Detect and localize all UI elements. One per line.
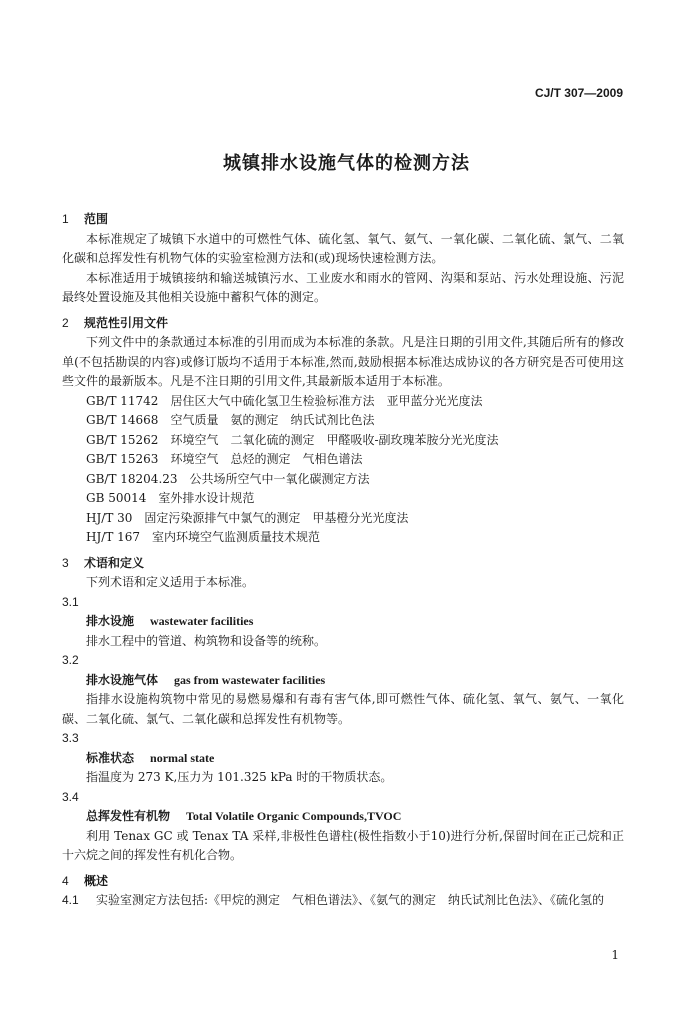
standard-code: CJ/T 307—2009 xyxy=(534,86,623,100)
term-definition: 指排水设施构筑物中常见的易燃易爆和有毒有害气体,即可燃性气体、硫化氢、氧气、氨气、一氧化碳、二氧化硫、氯气、二氧化碳和总挥发性有机物等。 xyxy=(62,692,624,726)
section-number: 2 xyxy=(62,315,69,330)
reference-item: GB/T 14668 空气质量 氨的测定 纳氏试剂比色法 xyxy=(86,413,375,427)
reference-item: HJ/T 30 固定污染源排气中氯气的测定 甲基橙分光光度法 xyxy=(86,510,409,525)
reference-item: GB/T 18204.23 公共场所空气中一氧化碳测定方法 xyxy=(86,471,370,486)
term-heading xyxy=(62,749,624,769)
subsection-number: 4.1 xyxy=(62,893,79,907)
section-number: 4 xyxy=(62,873,69,888)
term-en: Total Volatile Organic Compounds,TVOC xyxy=(186,809,402,823)
term-definition: 指温度为 273 K,压力为 101.325 kPa 时的干物质状态。 xyxy=(86,770,393,784)
reference-item: HJ/T 167 室内环境空气监测质量技术规范 xyxy=(86,530,321,544)
document-body xyxy=(62,204,624,911)
reference-item: GB/T 11742 居住区大气中硫化氢卫生检验标准方法 亚甲蓝分光光度法 xyxy=(86,393,483,408)
section-heading-2 xyxy=(62,314,624,334)
term-definition: 排水工程中的管道、构筑物和设备等的统称。 xyxy=(86,633,327,648)
section-heading-3 xyxy=(62,554,624,574)
term-heading xyxy=(62,671,624,691)
term-en: wastewater facilities xyxy=(150,614,254,628)
term-heading xyxy=(62,612,624,632)
term-number: 3.4 xyxy=(62,789,79,804)
reference-item: GB/T 15262 环境空气 二氧化硫的测定 甲醛吸收-副玫瑰苯胺分光光度法 xyxy=(86,432,499,447)
term-cn: 总挥发性有机物 xyxy=(86,809,171,823)
term-heading xyxy=(62,807,624,827)
term-cn: 排水设施 xyxy=(86,614,135,628)
section-title: 术语和定义 xyxy=(84,555,145,570)
section-heading-1 xyxy=(62,210,624,230)
page-number: 1 xyxy=(611,948,619,962)
reference-item: GB 50014 室外排水设计规范 xyxy=(86,491,255,505)
document-title: 城镇排水设施气体的检测方法 xyxy=(223,153,470,174)
subsection xyxy=(62,891,624,911)
term-en: normal state xyxy=(150,750,215,765)
section-title: 范围 xyxy=(84,212,109,226)
paragraph: 本标准适用于城镇接纳和输送城镇污水、工业废水和雨水的管网、沟渠和泵站、污水处理设施、污泥最终处置设施及其他相关设施中蓄积气体的测定。 xyxy=(62,270,624,304)
section-title: 规范性引用文件 xyxy=(84,315,169,330)
term-definition: 利用 Tenax GC 或 Tenax TA 采样,非极性色谱柱(极性指数小于10)进行分析,保留时间在正己烷和正十六烷之间的挥发性有机化合物。 xyxy=(62,828,624,862)
section-title: 概述 xyxy=(84,873,109,888)
term-en: gas from wastewater facilities xyxy=(174,672,326,687)
term-cn: 标准状态 xyxy=(86,750,135,765)
term-number: 3.1 xyxy=(62,594,79,609)
section-number: 1 xyxy=(62,212,69,226)
paragraph: 本标准规定了城镇下水道中的可燃性气体、硫化氢、氧气、氨气、一氧化碳、二氧化硫、氯气、二氧化碳和总挥发性有机物气体的实验室检测方法和(或)现场快速检测方法。 xyxy=(62,231,624,265)
paragraph: 下列文件中的条款通过本标准的引用而成为本标准的条款。凡是注日期的引用文件,其随后所有的修改单(不包括勘误的内容)或修订版均不适用于本标准,然而,鼓励根据本标准达成协议的各方研究是否可使用这些文件的最新版本。凡是不注日期的引用文件,其最新版本适用于本标准。 xyxy=(62,335,624,388)
subsection-text: 实验室测定方法包括:《甲烷的测定 气相色谱法》、《氨气的测定 纳氏试剂比色法》、《硫化氢的 xyxy=(96,893,605,907)
section-heading-4 xyxy=(62,872,624,892)
paragraph: 下列术语和定义适用于本标准。 xyxy=(86,575,255,589)
term-number: 3.2 xyxy=(62,653,79,667)
term-cn: 排水设施气体 xyxy=(86,672,159,687)
section-number: 3 xyxy=(62,555,69,570)
term-number: 3.3 xyxy=(62,731,79,745)
reference-item: GB/T 15263 环境空气 总烃的测定 气相色谱法 xyxy=(86,452,363,466)
